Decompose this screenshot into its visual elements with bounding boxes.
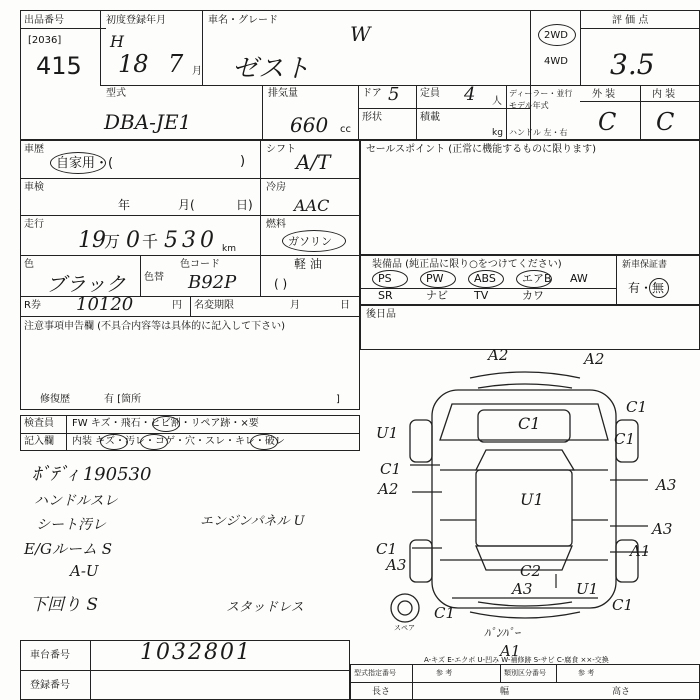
doors: 5	[388, 84, 400, 105]
repair-label: 修復歴	[40, 394, 70, 405]
damage-mark: A2	[584, 350, 605, 368]
car-name: ゼスト	[232, 54, 311, 84]
memo-right-line: エンジンパネル U	[200, 514, 305, 529]
damage-mark: U1	[520, 490, 544, 509]
type-spec-ref: 参 考	[436, 669, 453, 677]
score: 3.5	[610, 48, 655, 81]
interior-label: 内 装	[652, 89, 676, 100]
car-label: 車名・グレード	[208, 15, 278, 26]
fuel-diesel: 軽 油	[294, 257, 322, 271]
displacement: 660	[290, 113, 329, 137]
memo-line: ハンドルスレ	[34, 493, 118, 509]
mileage-rest: 530	[164, 228, 218, 253]
model-label: 型式	[106, 88, 126, 99]
history: 自家用・(	[56, 156, 114, 171]
mileage-man: 19	[78, 228, 106, 253]
notes-label: 注意事項申告欄 (不具合内容等は具体的に記入して下さい)	[24, 321, 285, 332]
fuel-label: 燃料	[266, 219, 286, 230]
damage-mark: A3	[386, 556, 407, 574]
color-label: 色	[24, 259, 34, 270]
damage-mark: A1	[630, 542, 651, 560]
spare-label: スペア	[394, 624, 415, 632]
equipment-label: 装備品 (純正品に限り○をつけてください)	[372, 259, 562, 270]
checker-interior-items: 内装 キズ・汚レ・コゲ・穴・スレ・キレ・破レ	[72, 436, 285, 447]
inspection-month: 月(	[178, 198, 195, 212]
score-label: 評 価 点	[612, 15, 649, 26]
era: H	[110, 32, 124, 51]
damage-mark: C1	[376, 540, 398, 558]
checker-label-2: 記入欄	[24, 436, 54, 447]
history-close: )	[240, 154, 246, 169]
equipment-item: PS	[378, 272, 392, 285]
shape-label: 形状	[362, 112, 382, 123]
inspection-year: 年	[118, 198, 131, 212]
drive-2wd: 2WD	[544, 30, 568, 41]
shift: A/T	[296, 150, 331, 174]
color-code: B92P	[188, 272, 237, 293]
load-label: 積載	[420, 112, 440, 123]
equipment-item: ABS	[474, 272, 496, 285]
damage-mark: C1	[626, 398, 648, 416]
category-ref: 参 考	[578, 669, 595, 677]
legend-codes: A-キズ E-エクボ U-凹み W-補修跡 S-サビ C-腐食 ××-交換	[424, 656, 609, 664]
memo-line: E/Gルーム S	[24, 540, 113, 558]
memo-line: シート汚レ	[36, 517, 106, 533]
width-label: 幅	[500, 687, 510, 697]
drive-4wd: 4WD	[544, 56, 568, 67]
name-change-day: 日	[340, 300, 350, 311]
chassis-label: 車台番号	[30, 650, 70, 661]
registration-month: 7	[168, 50, 184, 78]
ac-label: 冷房	[266, 182, 286, 193]
model-year-label: モデル年式	[509, 101, 549, 110]
lot-number: 415	[36, 52, 82, 80]
fuel-paren: ( )	[274, 277, 288, 291]
history-label: 車歴	[24, 144, 44, 155]
memo-right-line: スタッドレス	[226, 600, 304, 615]
damage-mark: A3	[512, 580, 533, 598]
repair-value: 有 [箇所	[104, 394, 142, 405]
damage-mark: U1	[376, 424, 399, 442]
chassis-number: 1032801	[140, 640, 252, 665]
inspection-label: 車検	[24, 182, 44, 193]
registration-label: 初度登録年月	[106, 15, 166, 26]
exterior-label: 外 装	[592, 89, 616, 100]
mileage-unit: km	[222, 244, 236, 254]
length-label: 長さ	[372, 687, 391, 697]
equipment-item: SR	[378, 289, 393, 302]
equipment-circle	[420, 270, 456, 288]
equipment-item: PW	[426, 272, 444, 285]
type-spec-label: 型式指定番号	[354, 669, 396, 677]
equipment-circle	[516, 270, 552, 288]
equipment-item: ナビ	[426, 289, 448, 302]
grade: W	[350, 22, 371, 46]
name-change-label: 名変期限	[194, 300, 234, 311]
damage-mark: C1	[518, 414, 541, 433]
damage-mark: A2	[378, 480, 399, 498]
displacement-label: 排気量	[268, 88, 298, 99]
month-unit: 月	[192, 66, 202, 77]
damage-mark: C1	[612, 596, 634, 614]
damage-mark: C2	[520, 562, 542, 580]
capacity: 4	[464, 84, 476, 105]
mileage-label: 走行	[24, 219, 44, 230]
registration-year: 18	[118, 50, 149, 78]
unit-man: 万	[104, 232, 121, 251]
memo-line: 下回り S	[30, 595, 99, 615]
checker-exterior-items: FW キズ・飛石・ヒビ割・リペア跡・×要	[72, 418, 259, 429]
mileage-sen: 0	[126, 228, 140, 253]
capacity-unit: 人	[492, 96, 502, 107]
lot-number-small: [2036]	[28, 35, 62, 46]
displacement-unit: cc	[340, 124, 351, 135]
damage-mark: A3	[652, 520, 673, 538]
color-code-label: 色コード	[180, 259, 220, 270]
name-change-month: 月	[290, 300, 300, 311]
exterior-grade: C	[598, 108, 617, 136]
color: ブラック	[46, 272, 126, 296]
equipment-item: AW	[570, 272, 588, 285]
later-items-label: 後日品	[366, 309, 396, 320]
sales-point-label: セールスポイント (正常に機能するものに限ります)	[366, 144, 597, 155]
damage-mark: C1	[434, 604, 456, 622]
damage-mark: U1	[576, 580, 599, 598]
damage-mark: A1	[500, 642, 521, 660]
equipment-item: カワ	[522, 289, 544, 302]
interior-grade: C	[656, 108, 675, 136]
dealer-label: ディーラー・並行	[509, 89, 573, 98]
height-label: 高さ	[612, 687, 631, 697]
damage-mark: A3	[656, 476, 677, 494]
color-change-label: 色替	[144, 272, 164, 283]
repair-close: ]	[336, 394, 340, 405]
ac: AAC	[294, 196, 330, 215]
r-ticket-value: 10120	[76, 294, 134, 315]
checker-label-1: 検査員	[24, 418, 54, 429]
equipment-item: エアB	[522, 272, 552, 285]
equipment-item: TV	[474, 289, 489, 302]
warranty: 有・無	[628, 281, 665, 295]
memo-line: ﾎﾞﾃﾞｨ 190530	[32, 464, 152, 485]
memo-line: A-U	[70, 562, 99, 580]
damage-mark: C1	[380, 460, 402, 478]
lot-label: 出品番号	[24, 15, 64, 26]
handle-label: ハンドル 左・右	[509, 128, 568, 137]
r-ticket-unit: 円	[172, 300, 182, 311]
unit-sen: 千	[142, 232, 159, 251]
equipment-circle	[372, 270, 408, 288]
damage-mark: A2	[488, 346, 509, 364]
capacity-label: 定員	[420, 88, 440, 99]
r-ticket-label: R券	[24, 300, 41, 311]
fuel-gasoline: ガソリン	[288, 235, 332, 248]
bumper-mark: ﾊﾟﾝﾊﾟｰ	[484, 626, 521, 640]
load-unit: kg	[492, 128, 503, 138]
model: DBA-JE1	[104, 110, 192, 134]
category-label: 類別区分番号	[504, 669, 546, 677]
warranty-label: 新車保証書	[622, 260, 668, 270]
equipment-circle	[468, 270, 504, 288]
damage-mark: C1	[614, 430, 636, 448]
registration-number-label: 登録番号	[30, 680, 70, 691]
door-label: ドア	[362, 88, 382, 99]
inspection-day: 日)	[236, 198, 253, 212]
shift-label: シフト	[266, 144, 296, 155]
